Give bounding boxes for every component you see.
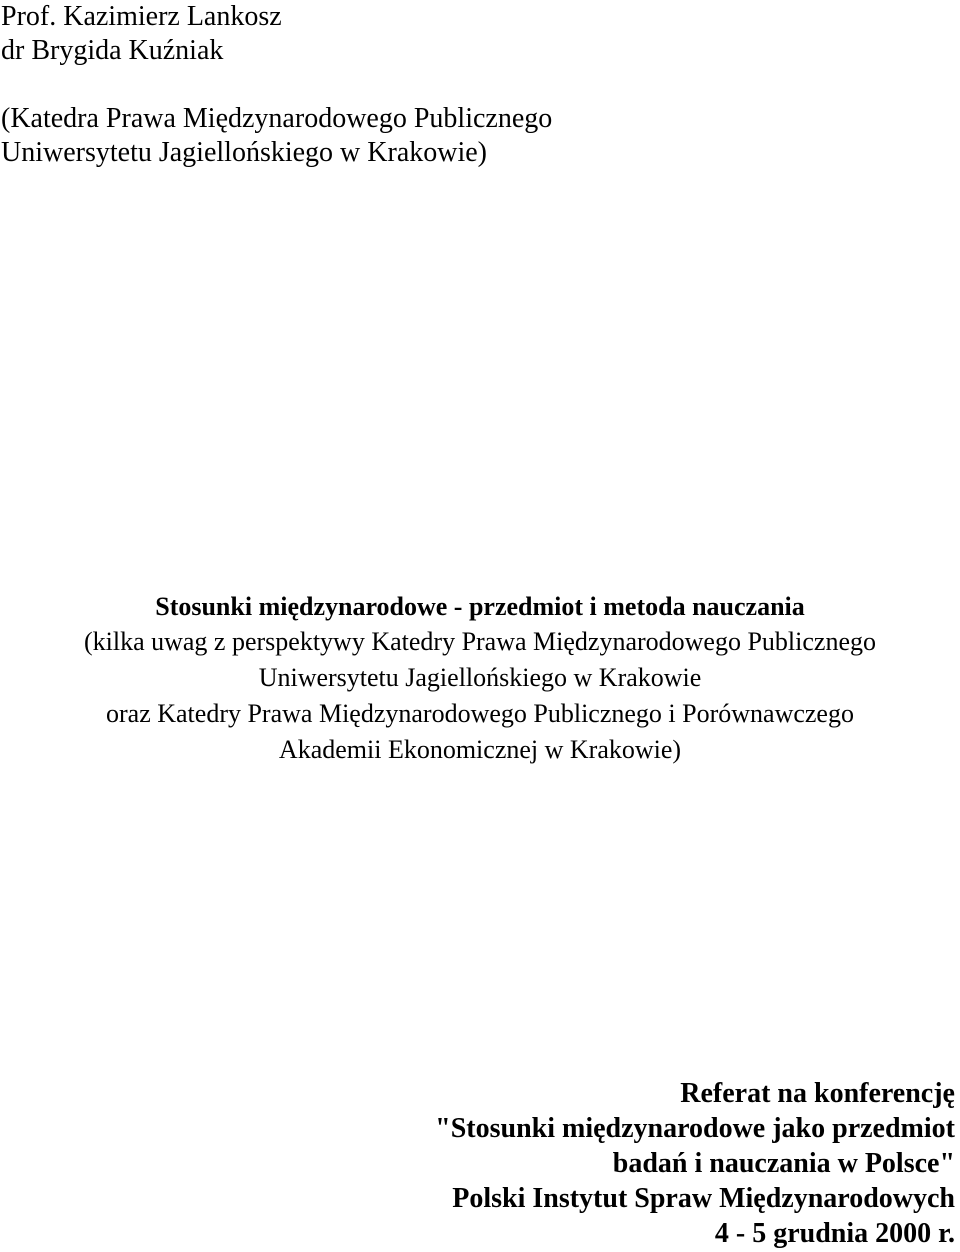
author-name-2: dr Brygida Kuźniak bbox=[1, 35, 224, 66]
subtitle-line-1: (kilka uwag z perspektywy Katedry Prawa Międzynarodowego Publicznego bbox=[83, 627, 877, 656]
subtitle-line-2: Uniwersytetu Jagiellońskiego w Krakowie bbox=[258, 663, 702, 692]
conference-line-2: "Stosunki międzynarodowe jako przedmiot bbox=[435, 1113, 955, 1144]
conference-date: 4 - 5 grudnia 2000 r. bbox=[714, 1218, 955, 1249]
subtitle-line-4: Akademii Ekonomicznej w Krakowie) bbox=[278, 735, 682, 764]
document-title: Stosunki międzynarodowe - przedmiot i metoda nauczania bbox=[155, 592, 805, 621]
conference-line-3: badań i nauczania w Polsce" bbox=[612, 1148, 955, 1179]
conference-line-4: Polski Instytut Spraw Międzynarodowych bbox=[452, 1183, 955, 1214]
conference-line-1: Referat na konferencję bbox=[680, 1078, 955, 1109]
subtitle-line-3: oraz Katedry Prawa Międzynarodowego Publicznego i Porównawczego bbox=[106, 699, 854, 728]
affiliation-line-2: Uniwersytetu Jagiellońskiego w Krakowie) bbox=[1, 137, 487, 168]
affiliation-line-1: (Katedra Prawa Międzynarodowego Publicznego bbox=[1, 103, 553, 134]
author-name-1: Prof. Kazimierz Lankosz bbox=[1, 1, 282, 32]
